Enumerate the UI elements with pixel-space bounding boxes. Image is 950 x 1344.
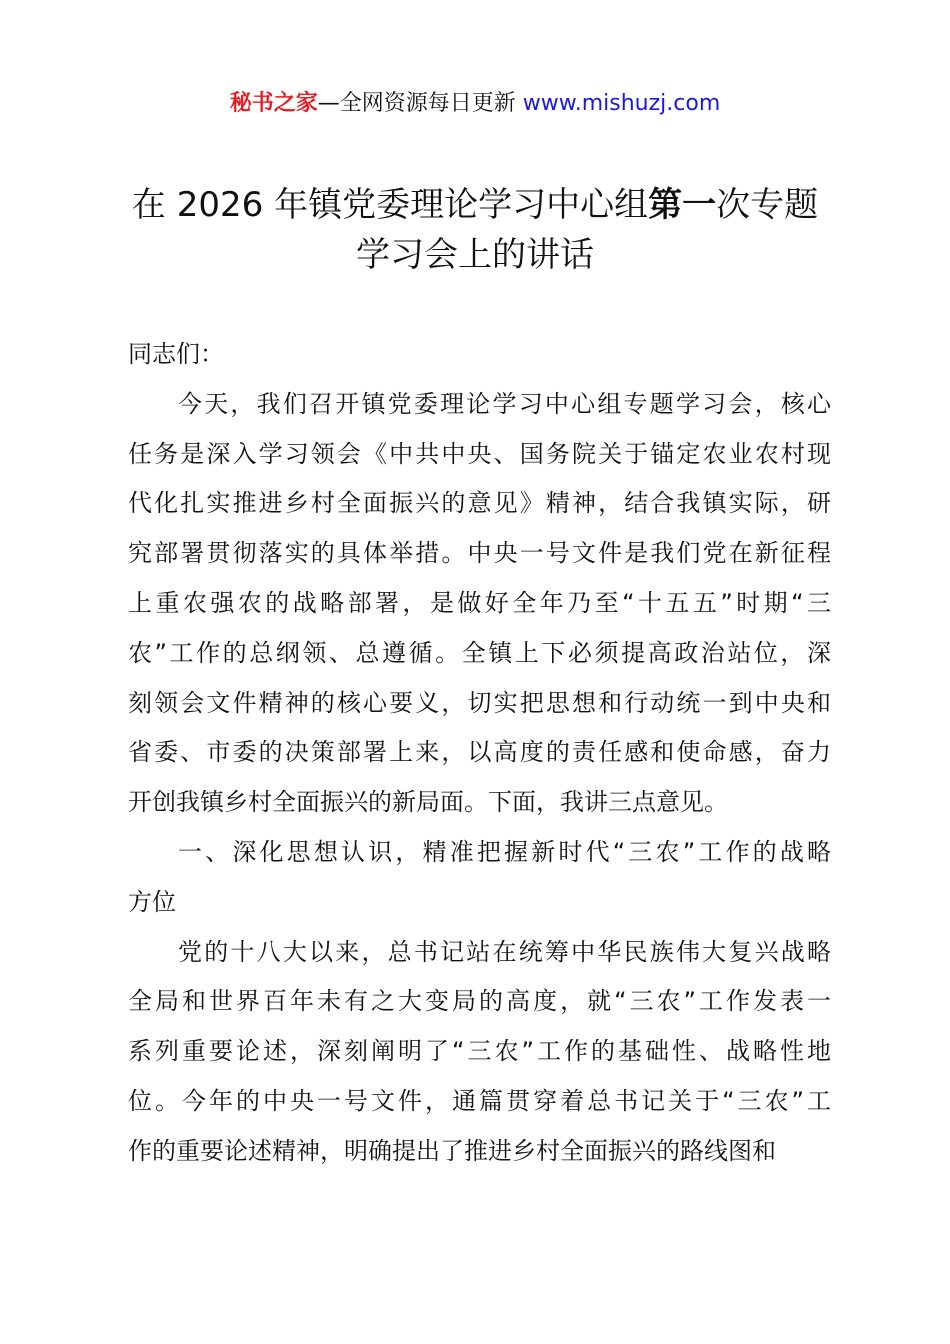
paragraph-line: 究部署贯彻落实的具体举措。中央一号文件是我们党在新征程 (128, 539, 831, 568)
section-heading-line: 一、深化思想认识，精准把握新时代“三农”工作的战略 (178, 837, 831, 866)
document-title (0, 180, 950, 280)
site-brand: 秘书之家 (229, 91, 318, 116)
paragraph-line: 党的十八大以来，总书记站在统筹中华民族伟大复兴战略 (178, 937, 831, 966)
paragraph-line: 上重农强农的战略部署，是做好全年乃至“十五五”时期“三 (128, 588, 831, 617)
section-heading-line: 方位 (128, 887, 176, 916)
paragraph-line: 省委、市委的决策部署上来，以高度的责任感和使命感，奋力 (128, 738, 831, 767)
title-text: 次专题 (716, 185, 819, 225)
paragraph-line: 系列重要论述，深刻阐明了“三农”工作的基础性、战略性地 (128, 1037, 831, 1066)
site-header (0, 88, 950, 120)
paragraph-line: 作的重要论述精神，明确提出了推进乡村全面振兴的路线图和 (128, 1136, 776, 1165)
paragraph-line: 今天，我们召开镇党委理论学习中心组专题学习会，核心 (178, 389, 831, 418)
title-bold-text: 第一 (648, 185, 717, 225)
paragraph-line: 全局和世界百年未有之大变局的高度，就“三农”工作发表一 (128, 987, 831, 1016)
title-text: 在 2026 年镇党委理论学习中心组 (131, 185, 649, 225)
paragraph-line: 位。今年的中央一号文件，通篇贯穿着总书记关于“三农”工 (128, 1086, 831, 1115)
salutation: 同志们： (128, 340, 224, 368)
paragraph-line: 农”工作的总纲领、总遵循。全镇上下必须提高政治站位，深 (128, 638, 831, 667)
paragraph-line: 代化扎实推进乡村全面振兴的意见》精神，结合我镇实际，研 (128, 489, 831, 518)
paragraph-line: 任务是深入学习领会《中共中央、国务院关于锚定农业农村现 (128, 439, 831, 468)
site-tagline: —全网资源每日更新 (317, 91, 523, 116)
document-body (128, 330, 831, 1177)
title-line-2: 学习会上的讲话 (356, 235, 594, 275)
paragraph-line: 开创我镇乡村全面振兴的新局面。下面，我讲三点意见。 (128, 788, 728, 817)
paragraph-line: 刻领会文件精神的核心要义，切实把思想和行动统一到中央和 (128, 688, 831, 717)
site-url-link[interactable]: www.mishuzj.com (522, 91, 721, 116)
